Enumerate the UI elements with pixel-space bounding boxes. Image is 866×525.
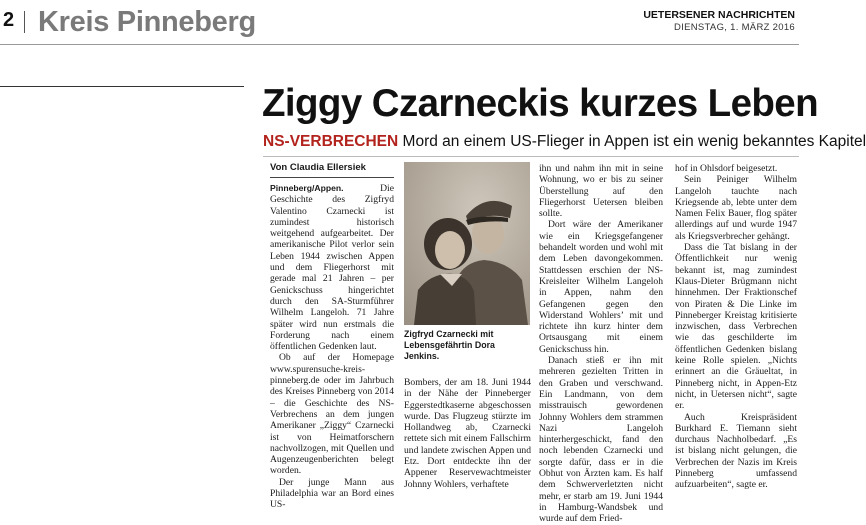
left-column-rule — [0, 86, 244, 87]
article-paragraph: Sein Peiniger Wilhelm Langeloh tauchte nach Kriegsende ab, lebte unter dem Namen Felix Bauer, flog später allerdings auf und wurde 1947 als Kriegsverbrecher gehängt. — [675, 174, 797, 242]
article-paragraph: Bombers, der am 18. Juni 1944 in der Nähe der Pinneberger Eggerstedtkaserne abgeschossen wurde. Das Flugzeug stürzte im Hollandweg ab, Czarnecki rettete sich mit einem Fallschirm und landete zwischen Appen und Etz. Dort entdeckte ihn der Appener Reservewachtmeister Johnny Wohlers, verhaftete — [404, 377, 531, 490]
kicker-tag: NS-VERBRECHEN — [263, 133, 399, 150]
author-byline: Von Claudia Ellersiek — [270, 162, 366, 173]
paragraph-text: Die Geschichte des Zigfryd Valentino Czarnecki ist zumindest historisch weitgehend aufgearbeitet. Der amerikanische Pilot verlor sein Leben 1944 zwischen Appen und dem Fliegerhorst mit gerade mal 21 Jahren – per Genickschuss hingerichtet durch den SA-Sturmführer Wilhelm Langeloh. 71 Jahre später wird nun erstmals die Forderung nach einem öffentlichen Gedenken laut. — [270, 183, 394, 353]
byline-rule — [270, 177, 394, 178]
page-number: 2 — [3, 9, 15, 31]
photo-caption: Zigfryd Czarnecki mit Lebensgefährtin Dora Jenkins. — [404, 329, 495, 361]
article-paragraph: Dass die Tat bislang in der Öffentlichkeit nur wenig bekannt ist, mag zumindest Klaus-Dieter Brügmann nicht hinnehmen. Der Fraktionschef von Piraten & Die Linke im Pinneberger Kreistag kritisierte inzwischen, dass Verbrechen wie das geschilderte im öffentlichen Gedenken bislang keine Rolle spielen. „Nichts erinnert an die Gräueltat, in Pinneberg nicht, in Appen-Etz nicht, in Uetersen nicht“, sagte er. — [675, 242, 797, 412]
subheading-rule — [263, 156, 799, 157]
article-column-3 — [539, 163, 663, 525]
article-paragraph: Der junge Mann aus Philadelphia war an Bord eines US- — [270, 476, 394, 511]
article-paragraph: ihn und nahm ihn mit in seine Wohnung, wo er bis zu seiner Überstellung auf den Fliegerhorst Uetersen bleiben sollte. — [539, 163, 663, 220]
article-paragraph — [270, 183, 394, 352]
newspaper-name: UETERSENER NACHRICHTEN — [643, 9, 795, 21]
article-column-1 — [270, 183, 394, 511]
article-paragraph: Danach stieß er ihn mit mehreren gezielten Tritten in den Graben und verschwand. Ein Landmann, von dem misstrauisch gewordenen Johnny Wohlers dem strammen Nazi Langeloh hinterhergeschickt, fand den noch lebenden Czarnecki und sorgte dafür, dass er in die Obhut von Ärzten kam. Es half dem Schwerverletzten nicht mehr, er starb am 19. Juni 1944 in Hamburg-Wandsbek und wurde auf dem Fried- — [539, 355, 663, 525]
historic-photo — [404, 162, 530, 325]
issue-date: DIENSTAG, 1. MÄRZ 2016 — [674, 22, 795, 33]
article-paragraph: Ob auf der Homepage www.spurensuche-kreis-pinneberg.de oder im Jahrbuch des Kreises Pinneberg von 2014 – die Geschichte des NS-Verbrechens an dem jungen Amerikaner „Ziggy“ Czarnecki ist von Heimatforschern nachvollzogen, mit Quellen und Augenzeugenberichten belegt worden. — [270, 352, 394, 477]
article-paragraph: Dort wäre der Amerikaner wie ein Kriegsgefangener behandelt worden und wohl mit dem Leben davongekommen. Stattdessen erschien der NS-Kreisleiter Wilhelm Langeloh in Appen, nahm den Gefangenen gegen den Widerstand Wohlers’ mit und richtete ihn kurz hinter dem Ortsausgang mit einem Genickschuss hin. — [539, 219, 663, 355]
article-paragraph: hof in Ohlsdorf beigesetzt. — [675, 163, 778, 174]
couple-photo-illustration — [404, 162, 530, 325]
header-rule — [0, 44, 799, 45]
dateline: Pinneberg/Appen. — [270, 183, 344, 193]
article-kicker — [263, 133, 866, 151]
kicker-text: Mord an einem US-Flieger in Appen ist ein wenig bekanntes Kapitel — [402, 133, 866, 150]
article-column-4 — [675, 163, 797, 491]
article-paragraph: Auch Kreispräsident Burkhard E. Tiemann sieht durchaus Nachholbedarf. „Es ist bislang nicht gelungen, die Verbrechen der Nazis im Kreis Pinneberg umfassend aufzuarbeiten“, sagte er. — [675, 411, 797, 491]
section-title: Kreis Pinneberg — [38, 6, 256, 38]
article-headline: Ziggy Czarneckis kurzes Leben — [262, 82, 819, 125]
article-column-2 — [404, 377, 531, 490]
header-divider — [24, 11, 25, 33]
